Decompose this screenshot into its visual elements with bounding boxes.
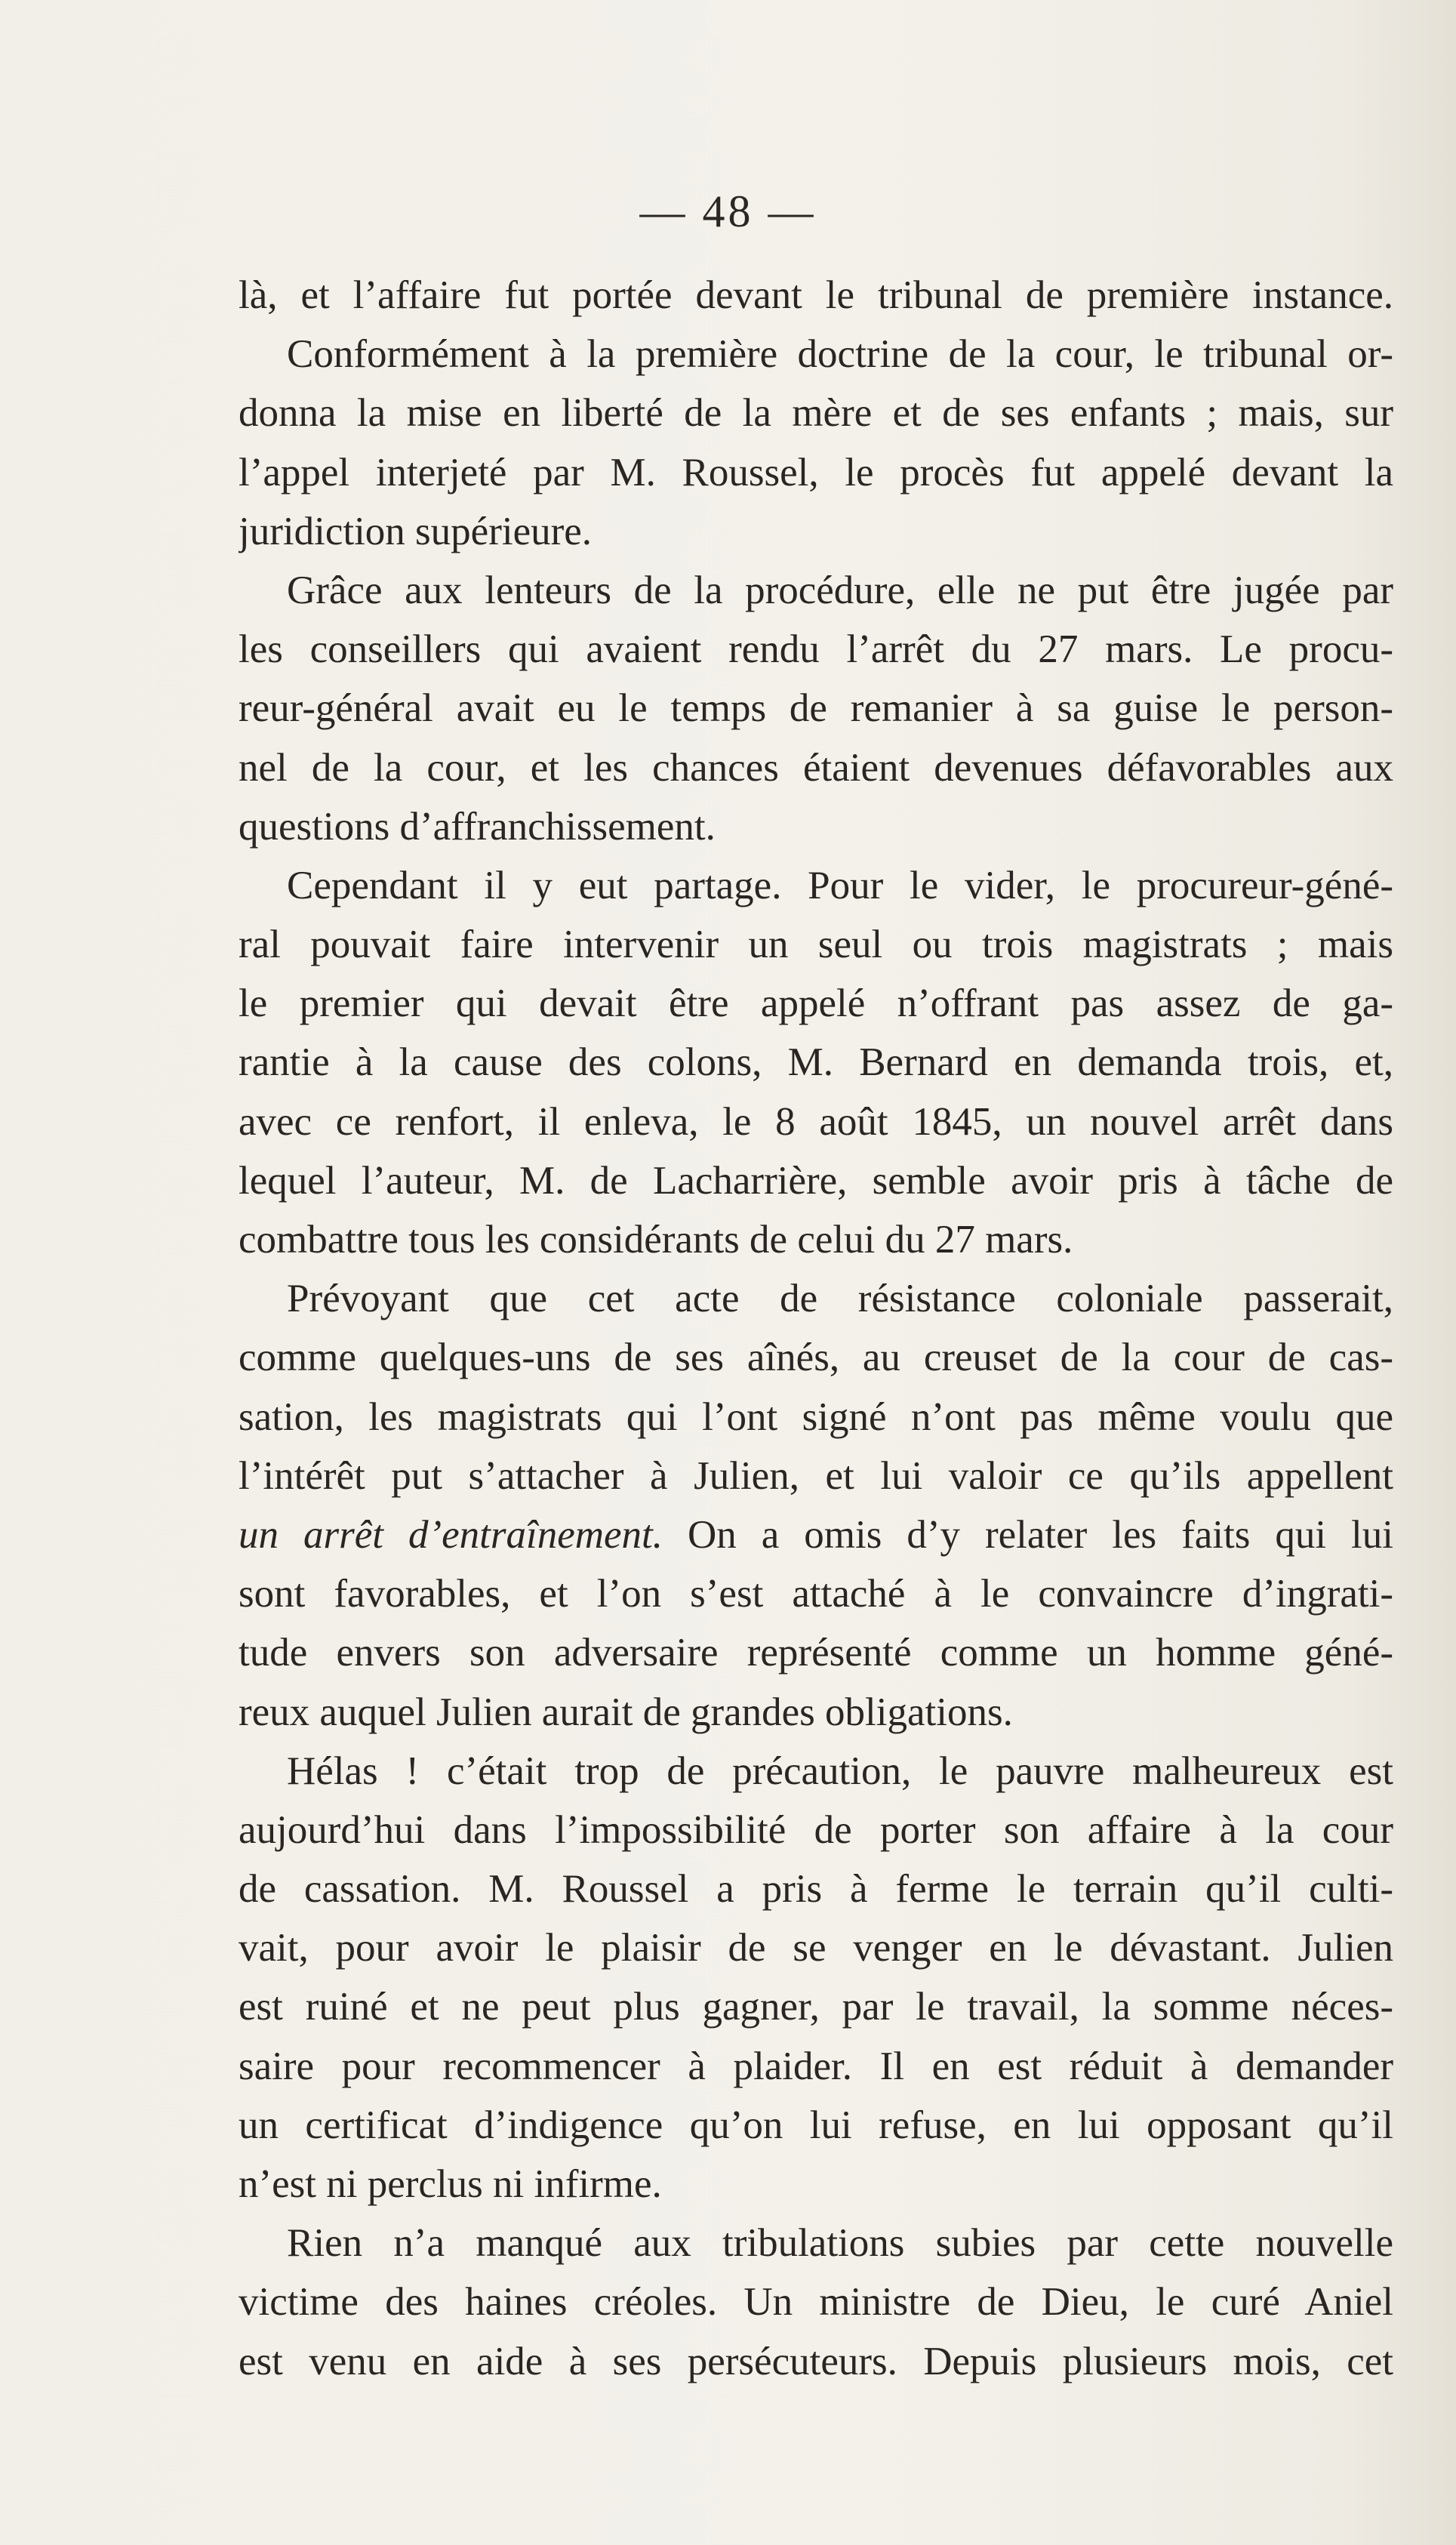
text-line: victime des haines créoles. Un ministre de Dieu, le curé Aniel — [239, 2280, 1393, 2325]
text-line-rest: On a omis d’y relater les faits qui lui — [663, 1512, 1393, 1557]
text-line: Rien n’a manqué aux tribulations subies par cette nouvelle — [287, 2221, 1393, 2266]
text-line: combattre tous les considérants de celui du 27 mars. — [239, 1218, 1073, 1262]
text-line: les conseillers qui avaient rendu l’arrêt du 27 mars. Le procu- — [239, 627, 1393, 672]
text-line: Conformément à la première doctrine de la cour, le tribunal or- — [287, 332, 1393, 377]
text-line: de cassation. M. Roussel a pris à ferme le terrain qu’il culti- — [239, 1867, 1393, 1912]
text-line: vait, pour avoir le plaisir de se venger en le dévastant. Julien — [239, 1926, 1393, 1970]
text-line: est venu en aide à ses persécuteurs. Depuis plusieurs mois, cet — [239, 2339, 1393, 2383]
body-text — [239, 266, 1393, 2391]
text-line: est ruiné et ne peut plus gagner, par le travail, la somme néces- — [239, 1985, 1393, 2029]
text-line: comme quelques-uns de ses aînés, au creuset de la cour de cas- — [239, 1336, 1393, 1380]
text-line: un certificat d’indigence qu’on lui refuse, en lui opposant qu’il — [239, 2103, 1393, 2147]
italic-phrase: un arrêt d’entraînement. — [239, 1512, 663, 1557]
text-line: aujourd’hui dans l’impossibilité de porter son affaire à la cour — [239, 1807, 1393, 1852]
text-line: l’intérêt put s’attacher à Julien, et lui valoir ce qu’ils appellent — [239, 1453, 1393, 1498]
text-line: Prévoyant que cet acte de résistance coloniale passerait, — [287, 1277, 1393, 1321]
text-line: rantie à la cause des colons, M. Bernard en demanda trois, et, — [239, 1040, 1393, 1085]
text-line: saire pour recommencer à plaider. Il en est réduit à demander — [239, 2044, 1393, 2088]
text-line: donna la mise en liberté de la mère et de ses enfants ; mais, sur — [239, 391, 1393, 436]
text-line: Hélas ! c’était trop de précaution, le pauvre malheureux est — [287, 1749, 1393, 1793]
text-line — [239, 1505, 1393, 1564]
text-line: nel de la cour, et les chances étaient devenues défavorables aux — [239, 745, 1393, 790]
text-line: juridiction supérieure. — [239, 509, 593, 553]
text-line: reur-général avait eu le temps de remanier à sa guise le person- — [239, 686, 1393, 731]
text-line: Grâce aux lenteurs de la procédure, elle ne put être jugée par — [287, 568, 1393, 612]
text-line: lequel l’auteur, M. de Lacharrière, semble avoir pris à tâche de — [239, 1158, 1393, 1203]
text-line: avec ce renfort, il enleva, le 8 août 1845, un nouvel arrêt dans — [239, 1099, 1393, 1144]
text-line: n’est ni perclus ni infirme. — [239, 2162, 662, 2206]
page-number: — 48 — — [639, 186, 817, 236]
text-line: sation, les magistrats qui l’ont signé n’ont pas même voulu que — [239, 1394, 1393, 1439]
text-line: Cependant il y eut partage. Pour le vider, le procureur-géné- — [287, 863, 1393, 907]
text-line: là, et l’affaire fut portée devant le tribunal de première instance. — [239, 273, 1393, 317]
text-line: questions d’affranchissement. — [239, 804, 716, 849]
text-line: sont favorables, et l’on s’est attaché à le convaincre d’ingrati- — [239, 1572, 1393, 1616]
text-line: ral pouvait faire intervenir un seul ou trois magistrats ; mais — [239, 923, 1393, 967]
text-line: reux auquel Julien aurait de grandes obligations. — [239, 1690, 1013, 1734]
text-line: le premier qui devait être appelé n’offrant pas assez de ga- — [239, 981, 1393, 1026]
text-line: l’appel interjeté par M. Roussel, le procès fut appelé devant la — [239, 450, 1393, 495]
text-line: tude envers son adversaire représenté comme un homme géné- — [239, 1631, 1393, 1675]
